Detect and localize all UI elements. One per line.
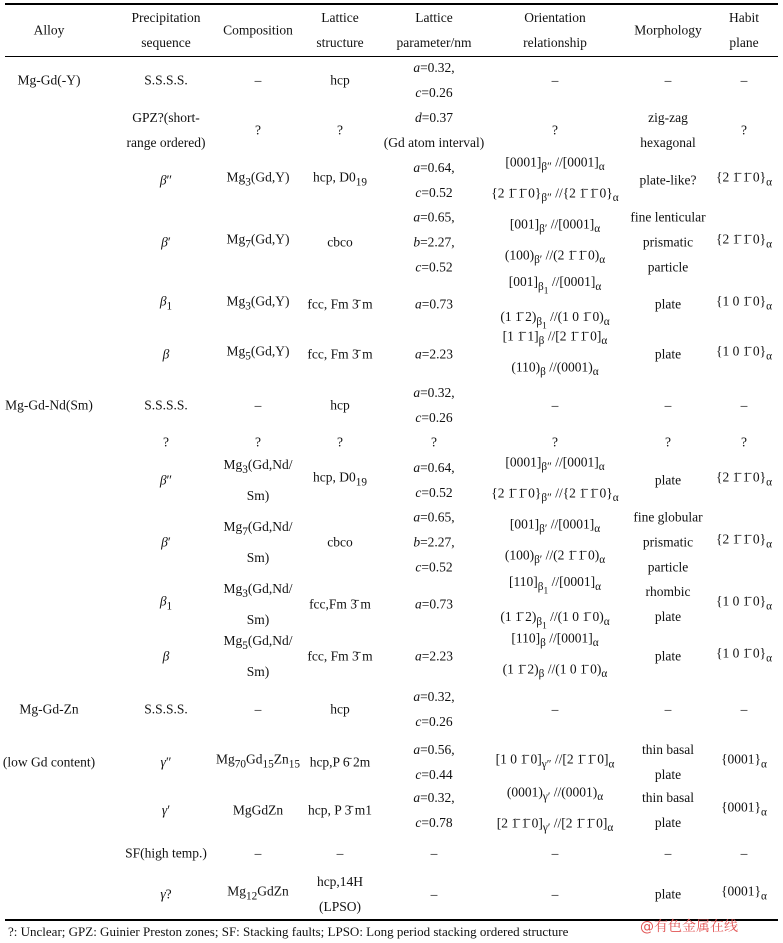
cell-lattice-parameter-row-4: a=0.65, b=2.27, c=0.52: [413, 209, 455, 275]
cell-lattice-structure-row-4: cbco: [327, 234, 353, 250]
cell-morphology-row-1: –: [664, 72, 672, 88]
cell-morphology-row-9: plate: [654, 472, 682, 488]
cell-lattice-structure-row-2: ?: [337, 122, 343, 138]
cell-composition-row-15: MgGdZn: [232, 802, 284, 818]
cell-precipitation-sequence-row-15: γ′: [161, 802, 171, 818]
cell-precipitation-sequence-row-4: β′: [161, 234, 171, 250]
cell-orientation-relationship-row-13: –: [551, 701, 559, 717]
cell-precipitation-sequence-row-10: β′: [161, 534, 171, 550]
cell-morphology-row-4: fine lenticular prismatic particle: [630, 209, 706, 275]
column-header-lattice-structure: Lattice structure: [316, 10, 364, 50]
cell-composition-row-3: $Mg_3(Gd,Y)$: [226, 169, 290, 189]
cell-lattice-structure-row-16: –: [336, 845, 344, 861]
cell-composition-row-16: –: [254, 845, 262, 861]
cell-precipitation-sequence-row-8: ?: [163, 434, 169, 450]
cell-orientation-relationship-row-17: –: [551, 886, 559, 902]
cell-habit-plane-row-2: ?: [741, 122, 747, 138]
cell-composition-row-5: $Mg_3(Gd,Y)$: [226, 293, 290, 313]
cell-lattice-structure-row-5: fcc, Fm 3̄ m: [307, 296, 373, 312]
cell-lattice-parameter-row-3: a=0.64, c=0.52: [413, 160, 455, 200]
cell-precipitation-sequence-row-5: $\beta_1$: [159, 293, 173, 313]
cell-precipitation-sequence-row-9: β″: [159, 472, 173, 488]
cell-lattice-parameter-row-6: a=2.23: [415, 346, 453, 362]
cell-composition-row-6: $Mg_5(Gd,Y)$: [226, 343, 290, 363]
cell-morphology-row-10: fine globular prismatic particle: [633, 509, 703, 575]
column-header-composition: Composition: [223, 22, 293, 38]
cell-habit-plane-row-17: $\{0001\}_\alpha$: [721, 883, 767, 903]
cell-orientation-relationship-row-12: $[110]_\beta$ $//[0001]_\alpha$ (1 1̄ $2)_\beta$ //(1 0 1̄ $0)_\alpha$: [502, 630, 608, 680]
cell-habit-plane-row-1: –: [740, 72, 748, 88]
cell-orientation-relationship-row-2: ?: [552, 122, 558, 138]
cell-orientation-relationship-row-5: $[001]_{\beta_1}$ $//[0001]_\alpha$ (1 1̄ $2)_{\beta_1}$ //(1 0 1̄ $0)_\alpha$: [500, 274, 610, 331]
cell-alloy-row-14: (low Gd content): [2, 754, 96, 770]
cell-precipitation-sequence-row-11: $\beta_1$: [159, 593, 173, 613]
cell-habit-plane-row-8: ?: [741, 434, 747, 450]
watermark: @有色金属在线: [640, 919, 738, 935]
cell-morphology-row-3: plate-like?: [639, 172, 697, 188]
cell-lattice-parameter-row-15: a=0.32, c=0.78: [413, 790, 455, 830]
cell-habit-plane-row-4: {2 1̄ 1̄ $0\}_\alpha$: [716, 231, 772, 251]
cell-lattice-parameter-row-2: d=0.37 (Gd atom interval): [383, 110, 485, 150]
cell-lattice-structure-row-6: fcc, Fm 3̄ m: [307, 346, 373, 362]
cell-lattice-parameter-row-17: –: [430, 886, 438, 902]
cell-habit-plane-row-12: {1 0 1̄ $0\}_\alpha$: [716, 645, 772, 665]
column-header-habit-plane: Habit plane: [729, 10, 759, 50]
cell-composition-row-12: $Mg_5(Gd,Nd/$ Sm): [223, 633, 293, 679]
cell-lattice-parameter-row-16: –: [430, 845, 438, 861]
header-rule: [5, 56, 778, 57]
cell-composition-row-8: ?: [255, 434, 261, 450]
table-footnote: ?: Unclear; GPZ: Guinier Preston zones; SF: Stacking faults; LPSO: Long period stacking ordered structure: [8, 924, 569, 939]
cell-alloy-row-1: Mg-Gd(-Y): [17, 72, 81, 88]
cell-precipitation-sequence-row-13: S.S.S.S.: [144, 701, 188, 717]
cell-habit-plane-row-11: {1 0 1̄ $0\}_\alpha$: [716, 593, 772, 613]
cell-lattice-parameter-row-8: ?: [431, 434, 437, 450]
cell-lattice-structure-row-9: hcp, $D0_{19}$: [313, 469, 367, 489]
column-header-alloy: Alloy: [33, 22, 65, 38]
cell-lattice-structure-row-11: fcc,Fm 3̄ m: [309, 596, 371, 612]
cell-lattice-parameter-row-13: a=0.32, c=0.26: [413, 689, 455, 729]
cell-composition-row-1: –: [254, 72, 262, 88]
cell-precipitation-sequence-row-7: S.S.S.S.: [144, 397, 188, 413]
column-header-orientation-relationship: Orientation relationship: [523, 10, 587, 50]
cell-lattice-structure-row-7: hcp: [330, 397, 350, 413]
cell-lattice-structure-row-13: hcp: [330, 701, 350, 717]
cell-morphology-row-15: thin basal plate: [641, 790, 695, 830]
cell-habit-plane-row-16: –: [740, 845, 748, 861]
cell-orientation-relationship-row-9: $[0001]_{\beta''}$ $//[0001]_\alpha$ {2 1̄ 1̄ $0\}_{\beta''}$ //{2 1̄ 1̄ $0\}_\alpha$: [491, 454, 619, 504]
cell-lattice-parameter-row-7: a=0.32, c=0.26: [413, 385, 455, 425]
cell-habit-plane-row-9: {2 1̄ 1̄ $0\}_\alpha$: [716, 469, 772, 489]
cell-orientation-relationship-row-6: [1 1̄ $1]_\beta$ //[2 1̄ 1̄ $0]_\alpha$ $(110)_\beta$ $//(0001)_\alpha$: [502, 328, 608, 378]
cell-morphology-row-14: thin basal plate: [641, 742, 695, 782]
cell-composition-row-11: $Mg_3(Gd,Nd/$ Sm): [223, 581, 293, 627]
cell-lattice-parameter-row-9: a=0.64, c=0.52: [413, 460, 455, 500]
cell-orientation-relationship-row-7: –: [551, 397, 559, 413]
cell-habit-plane-row-6: {1 0 1̄ $0\}_\alpha$: [716, 343, 772, 363]
cell-habit-plane-row-15: $\{0001\}_\alpha$: [721, 799, 767, 819]
cell-habit-plane-row-14: $\{0001\}_\alpha$: [721, 751, 767, 771]
cell-morphology-row-12: plate: [654, 648, 682, 664]
cell-lattice-parameter-row-10: a=0.65, b=2.27, c=0.52: [413, 509, 455, 575]
cell-orientation-relationship-row-11: $[110]_{\beta_1}$ $//[0001]_\alpha$ (1 1̄ $2)_{\beta_1}$ //(1 0 1̄ $0)_\alpha$: [500, 574, 610, 631]
cell-morphology-row-2: zig-zag hexagonal: [640, 110, 696, 150]
cell-lattice-structure-row-1: hcp: [330, 72, 350, 88]
cell-alloy-row-13: Mg-Gd-Zn: [19, 701, 79, 717]
cell-habit-plane-row-7: –: [740, 397, 748, 413]
cell-morphology-row-7: –: [664, 397, 672, 413]
cell-lattice-structure-row-3: hcp, $D0_{19}$: [313, 169, 367, 189]
column-header-precipitation-sequence: Precipitation sequence: [131, 10, 201, 50]
cell-lattice-structure-row-15: hcp, P 3̄ m1: [308, 802, 372, 818]
cell-composition-row-17: $Mg_{12}GdZn$: [227, 883, 289, 903]
cell-morphology-row-16: –: [664, 845, 672, 861]
cell-orientation-relationship-row-8: ?: [552, 434, 558, 450]
cell-lattice-structure-row-12: fcc, Fm 3̄ m: [307, 648, 373, 664]
cell-lattice-structure-row-14: hcp,P 6̄ 2m: [309, 754, 371, 770]
cell-composition-row-2: ?: [255, 122, 261, 138]
cell-lattice-parameter-row-1: a=0.32, c=0.26: [413, 60, 455, 100]
cell-precipitation-sequence-row-6: β: [162, 346, 170, 362]
cell-morphology-row-17: plate: [654, 886, 682, 902]
cell-habit-plane-row-5: {1 0 1̄ $0\}_\alpha$: [716, 293, 772, 313]
cell-precipitation-sequence-row-14: γ″: [160, 754, 172, 770]
cell-orientation-relationship-row-10: $[001]_{\beta'}$ $//[0001]_\alpha$ $(100)_{\beta'}$ //(2 1̄ 1̄ $0)_\alpha$: [504, 516, 606, 566]
cell-orientation-relationship-row-3: $[0001]_{\beta''}$ $//[0001]_\alpha$ {2 1̄ 1̄ $0\}_{\beta''}$ //{2 1̄ 1̄ $0\}_\alpha$: [491, 154, 619, 204]
cell-morphology-row-6: plate: [654, 346, 682, 362]
cell-morphology-row-5: plate: [654, 296, 682, 312]
cell-lattice-parameter-row-14: a=0.56, c=0.44: [413, 742, 455, 782]
cell-lattice-parameter-row-11: a=0.73: [415, 596, 453, 612]
cell-morphology-row-8: ?: [665, 434, 671, 450]
cell-habit-plane-row-3: {2 1̄ 1̄ $0\}_\alpha$: [716, 169, 772, 189]
cell-habit-plane-row-10: {2 1̄ 1̄ $0\}_\alpha$: [716, 531, 772, 551]
cell-precipitation-sequence-row-2: GPZ?(short- range ordered): [126, 110, 206, 150]
cell-orientation-relationship-row-15: $(0001)_{\gamma'}$ $//(0001)_\alpha$ [2 1̄ 1̄ $0]_{\gamma'}$ //[2 1̄ 1̄ $0]_\alpha$: [496, 784, 614, 834]
cell-orientation-relationship-row-4: $[001]_{\beta'}$ $//[0001]_\alpha$ $(100)_{\beta'}$ //(2 1̄ 1̄ $0)_\alpha$: [504, 216, 606, 266]
cell-lattice-structure-row-17: hcp,14H (LPSO): [316, 874, 364, 914]
cell-lattice-structure-row-10: cbco: [327, 534, 353, 550]
cell-composition-row-14: $Mg_{70}Gd_{15}Zn_{15}$: [215, 751, 301, 771]
cell-composition-row-13: –: [254, 701, 262, 717]
cell-composition-row-4: $Mg_7(Gd,Y)$: [226, 231, 290, 251]
cell-alloy-row-7: Mg-Gd-Nd(Sm): [5, 397, 93, 413]
cell-precipitation-sequence-row-17: γ?: [160, 886, 172, 902]
cell-precipitation-sequence-row-16: SF(high temp.): [125, 845, 207, 861]
cell-orientation-relationship-row-16: –: [551, 845, 559, 861]
column-header-lattice-parameter: Lattice parameter/nm: [396, 10, 472, 50]
cell-composition-row-10: $Mg_7(Gd,Nd/$ Sm): [223, 519, 293, 565]
cell-lattice-parameter-row-5: a=0.73: [415, 296, 453, 312]
cell-orientation-relationship-row-14: [1 0 1̄ $0]_{\gamma''}$ //[2 1̄ 1̄ $0]_\alpha$: [495, 751, 615, 771]
cell-morphology-row-13: –: [664, 701, 672, 717]
cell-composition-row-7: –: [254, 397, 262, 413]
cell-lattice-structure-row-8: ?: [337, 434, 343, 450]
cell-precipitation-sequence-row-3: β″: [159, 172, 173, 188]
cell-morphology-row-11: rhombic plate: [645, 584, 691, 624]
cell-lattice-parameter-row-12: a=2.23: [415, 648, 453, 664]
cell-precipitation-sequence-row-12: β: [162, 648, 170, 664]
top-rule: [5, 3, 778, 5]
column-header-morphology: Morphology: [634, 22, 702, 38]
cell-habit-plane-row-13: –: [740, 701, 748, 717]
cell-composition-row-9: $Mg_3(Gd,Nd/$ Sm): [223, 457, 293, 503]
cell-precipitation-sequence-row-1: S.S.S.S.: [144, 72, 188, 88]
cell-orientation-relationship-row-1: –: [551, 72, 559, 88]
